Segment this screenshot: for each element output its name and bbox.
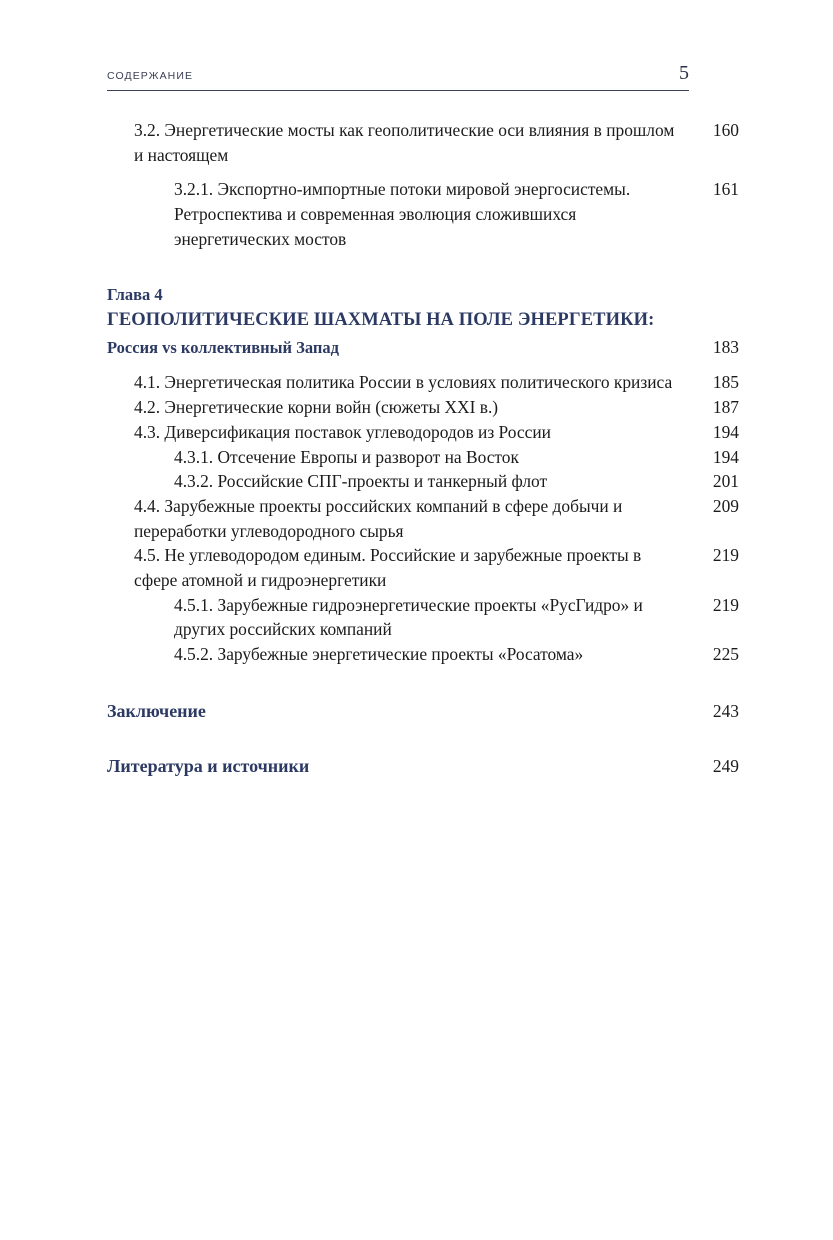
toc-entry-page: 185: [712, 372, 739, 393]
running-title: СОДЕРЖАНИЕ: [107, 70, 194, 82]
toc-entry-text: 4.1. Энергетическая политика России в условиях политического кризиса: [134, 372, 673, 393]
toc-entry-page: 194: [712, 446, 739, 467]
chapter-subtitle: Россия vs коллективный Запад: [107, 337, 339, 357]
toc-entry-text: 4.5.1. Зарубежные гидроэнергетические проекты «РусГидро» и других российских компаний: [174, 594, 643, 640]
header-divider: [107, 90, 689, 91]
toc-entry-page: 160: [712, 120, 739, 140]
toc-entry-text: 4.5. Не углеводородом единым. Российские и зарубежные проекты в сфере атомной и гидроэнергетики: [134, 545, 642, 591]
toc-entry[interactable]: [134, 118, 739, 167]
toc-entry-page: 201: [712, 471, 739, 492]
page-number: 5: [679, 62, 689, 84]
toc-entry-page: 161: [712, 179, 739, 200]
back-matter-page: 249: [712, 755, 739, 776]
toc-entry-page: 219: [712, 594, 739, 615]
toc-entry[interactable]: [134, 494, 739, 543]
toc-back-matter-entry[interactable]: [107, 701, 739, 722]
back-matter-title: Литература и источники: [107, 755, 310, 776]
toc-entry-page: 194: [712, 421, 739, 442]
chapter-title: ГЕОПОЛИТИЧЕСКИЕ ШАХМАТЫ НА ПОЛЕ ЭНЕРГЕТИКИ:: [107, 310, 655, 331]
toc-entry-page: 219: [712, 545, 739, 566]
back-matter-title: Заключение: [107, 700, 206, 721]
toc-entry[interactable]: [174, 642, 739, 667]
toc-entry-text: 3.2.1. Экспортно-импортные потоки мировой энергосистемы. Ретроспектива и современная эволюция сложившихся энергетических мостов: [174, 179, 631, 249]
chapter-heading[interactable]: [107, 282, 739, 361]
chapter-page: 183: [712, 336, 739, 357]
toc-entry-text: 4.3.1. Отсечение Европы и разворот на Восток: [174, 446, 519, 467]
toc-entry[interactable]: [174, 445, 739, 470]
toc-entry-text: 3.2. Энергетические мосты как геополитические оси влияния в прошлом и настоящем: [134, 120, 675, 165]
toc-entry[interactable]: [134, 420, 739, 445]
table-of-contents: [107, 118, 739, 777]
toc-entry[interactable]: [174, 593, 739, 642]
toc-entry-page: 209: [712, 495, 739, 516]
toc-entry-text: 4.3. Диверсификация поставок углеводородов из России: [134, 421, 551, 442]
toc-entry-text: 4.4. Зарубежные проекты российских компаний в сфере добычи и переработки углеводородного сырья: [134, 495, 623, 541]
back-matter-page: 243: [712, 700, 739, 721]
chapter-subtitle-row: [107, 335, 739, 361]
page-header: [107, 62, 689, 85]
toc-entry[interactable]: [134, 543, 739, 592]
toc-entry-text: 4.2. Энергетические корни войн (сюжеты XXI в.): [134, 397, 499, 418]
toc-entry[interactable]: [174, 469, 739, 494]
toc-entry[interactable]: [134, 395, 739, 420]
toc-entry-text: 4.3.2. Российские СПГ-проекты и танкерный флот: [174, 471, 548, 492]
toc-entry-page: 225: [712, 644, 739, 665]
toc-entry-text: 4.5.2. Зарубежные энергетические проекты «Росатома»: [174, 644, 584, 665]
toc-entry[interactable]: [174, 177, 739, 251]
chapter-label: Глава 4: [107, 284, 163, 304]
toc-entry-page: 187: [712, 397, 739, 418]
toc-back-matter-entry[interactable]: [107, 756, 739, 777]
toc-entry[interactable]: [134, 370, 739, 395]
spacer: [107, 167, 739, 177]
